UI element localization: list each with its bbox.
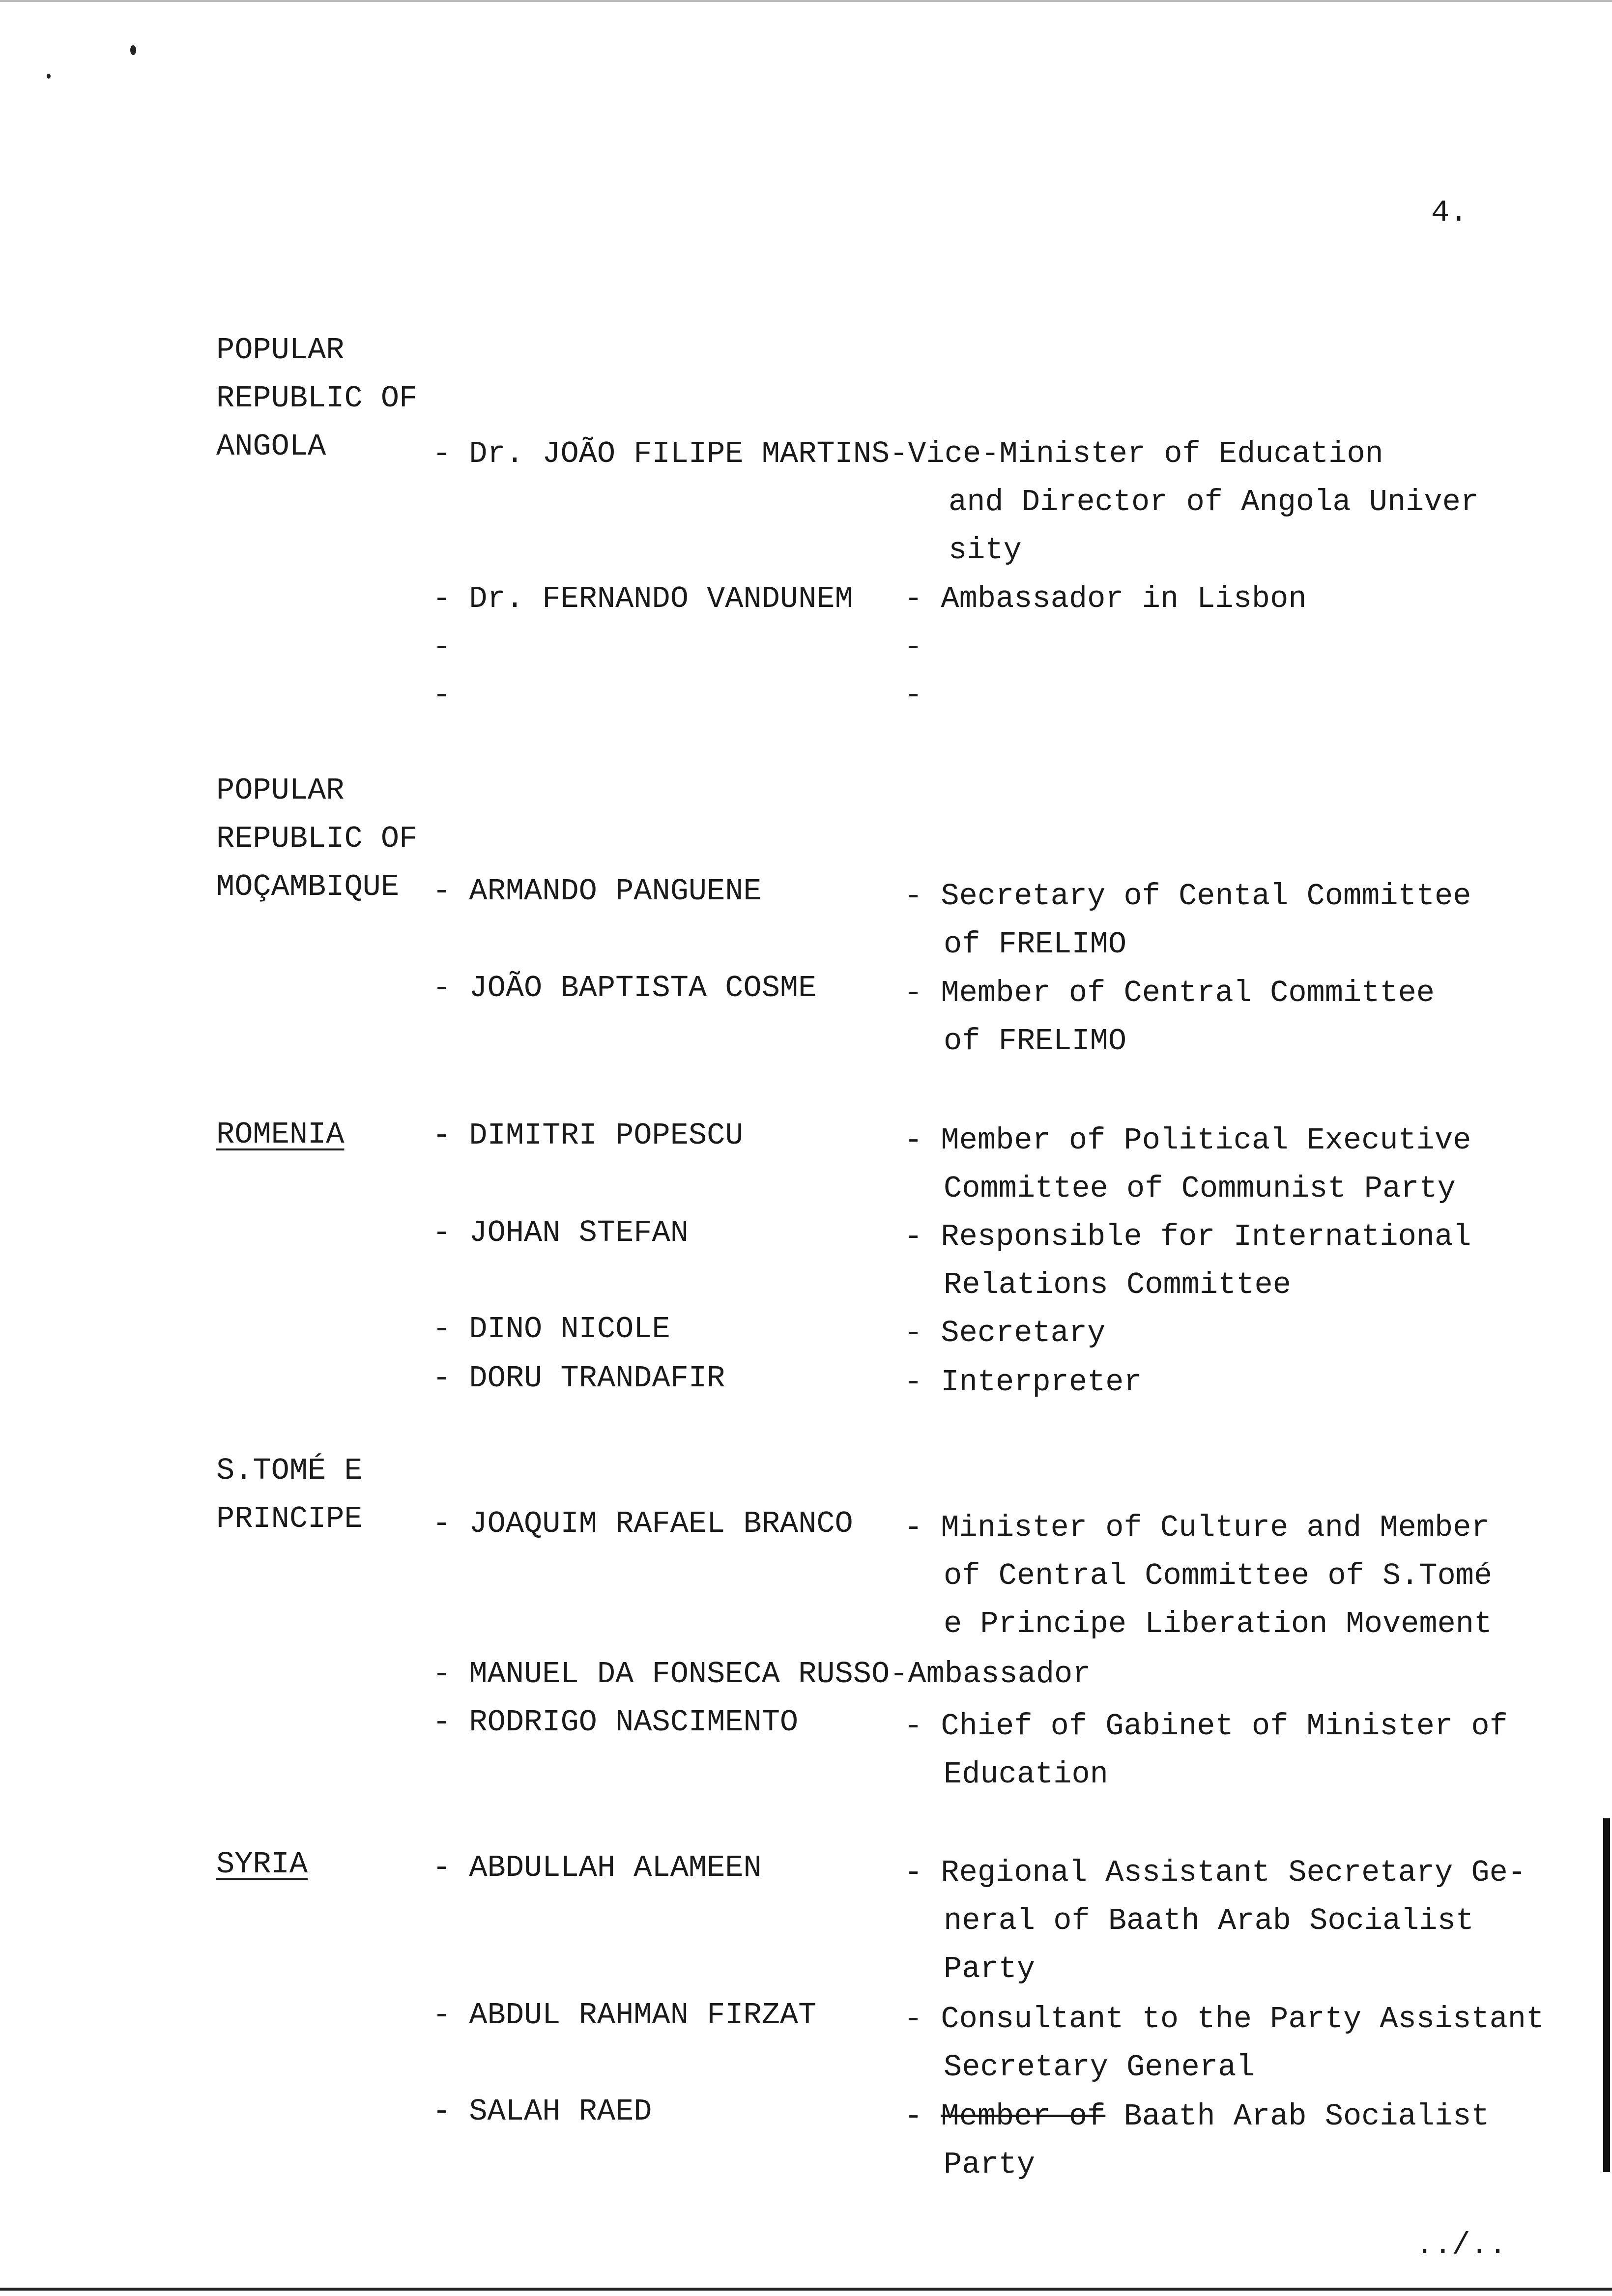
country-line: ANGOLA bbox=[216, 429, 326, 464]
member-name: - DIMITRI POPESCU bbox=[432, 1118, 744, 1153]
country-line: POPULAR bbox=[216, 333, 345, 368]
member-role-line: of FRELIMO bbox=[944, 927, 1127, 962]
member-role: - Secretary bbox=[904, 1316, 1106, 1350]
member-name: - ARMANDO PANGUENE bbox=[432, 874, 762, 909]
top-edge-line bbox=[0, 0, 1612, 2]
country-line: PRINCIPE bbox=[216, 1501, 363, 1536]
member-role-blank: - bbox=[904, 630, 941, 664]
member-role: - Member of Central Committee bbox=[904, 976, 1435, 1010]
member-role-line: Secretary General bbox=[944, 2050, 1255, 2085]
country-line: REPUBLIC OF bbox=[216, 821, 418, 856]
member-name: - DORU TRANDAFIR bbox=[432, 1361, 725, 1396]
member-role-line: Party bbox=[944, 2147, 1036, 2182]
bottom-edge-line bbox=[0, 2288, 1612, 2291]
member-role-blank: - bbox=[904, 678, 941, 713]
member-name-angola-1: - Dr. JOÃO FILIPE MARTINS-Vice-Minister of Education bbox=[432, 436, 1383, 471]
member-name: - DINO NICOLE bbox=[432, 1312, 670, 1347]
country-line: MOÇAMBIQUE bbox=[216, 869, 400, 904]
country-line: POPULAR bbox=[216, 773, 345, 808]
country-line: REPUBLIC OF bbox=[216, 381, 418, 416]
member-name: - JOÃO BAPTISTA COSME bbox=[432, 971, 817, 1005]
member-name: - JOAQUIM RAFAEL BRANCO bbox=[432, 1506, 853, 1541]
member-role-line: sity bbox=[949, 533, 1022, 568]
member-role: - Regional Assistant Secretary Ge- bbox=[904, 1855, 1526, 1890]
member-role-line: of FRELIMO bbox=[944, 1024, 1127, 1059]
country-heading-syria: SYRIA bbox=[216, 1847, 308, 1882]
member-role-line: Party bbox=[944, 1952, 1036, 1986]
continuation-mark: ../.. bbox=[1415, 2228, 1507, 2263]
member-name: - SALAH RAED bbox=[432, 2094, 652, 2129]
member-name-blank: - bbox=[432, 678, 469, 713]
member-role: - Chief of Gabinet of Minister of bbox=[904, 1709, 1508, 1744]
member-role-line: e Principe Liberation Movement bbox=[944, 1607, 1493, 1641]
member-role: - Consultant to the Party Assistant bbox=[904, 2002, 1545, 2037]
member-role-line: neral of Baath Arab Socialist bbox=[944, 1903, 1474, 1938]
member-role-line: Committee of Communist Party bbox=[944, 1171, 1456, 1206]
member-name: - ABDULLAH ALAMEEN bbox=[432, 1850, 762, 1885]
member-name: - ABDUL RAHMAN FIRZAT bbox=[432, 1998, 817, 2033]
member-role: - Responsible for International bbox=[904, 1219, 1471, 1254]
member-role-line: of Central Committee of S.Tomé bbox=[944, 1558, 1493, 1593]
member-role: - Member of Political Executive bbox=[904, 1123, 1471, 1158]
right-edge-shadow bbox=[1603, 1818, 1610, 2172]
member-role: - Member of Baath Arab Socialist bbox=[904, 2099, 1490, 2134]
member-role: - Minister of Culture and Member bbox=[904, 1510, 1490, 1545]
member-role-line: Education bbox=[944, 1757, 1108, 1792]
member-name: - JOHAN STEFAN bbox=[432, 1215, 689, 1250]
scan-speck bbox=[47, 74, 51, 79]
page-number: 4. bbox=[1431, 195, 1468, 230]
scan-speck bbox=[130, 45, 136, 55]
member-name-russo: - MANUEL DA FONSECA RUSSO-Ambassador bbox=[432, 1657, 1091, 1692]
member-role-line: and Director of Angola Univer bbox=[949, 485, 1479, 519]
member-name-angola-2: - Dr. FERNANDO VANDUNEM bbox=[432, 581, 853, 616]
member-name-blank: - bbox=[432, 630, 469, 664]
country-line: S.TOMÉ E bbox=[216, 1453, 363, 1488]
member-role: - Secretary of Cental Committee bbox=[904, 879, 1471, 914]
struck-text: Member of bbox=[941, 2099, 1106, 2134]
country-heading-romenia: ROMENIA bbox=[216, 1117, 345, 1152]
member-role-angola-2: - Ambassador in Lisbon bbox=[904, 581, 1307, 616]
member-name: - RODRIGO NASCIMENTO bbox=[432, 1705, 799, 1740]
member-role-line: Relations Committee bbox=[944, 1267, 1291, 1302]
member-role: - Interpreter bbox=[904, 1365, 1142, 1400]
